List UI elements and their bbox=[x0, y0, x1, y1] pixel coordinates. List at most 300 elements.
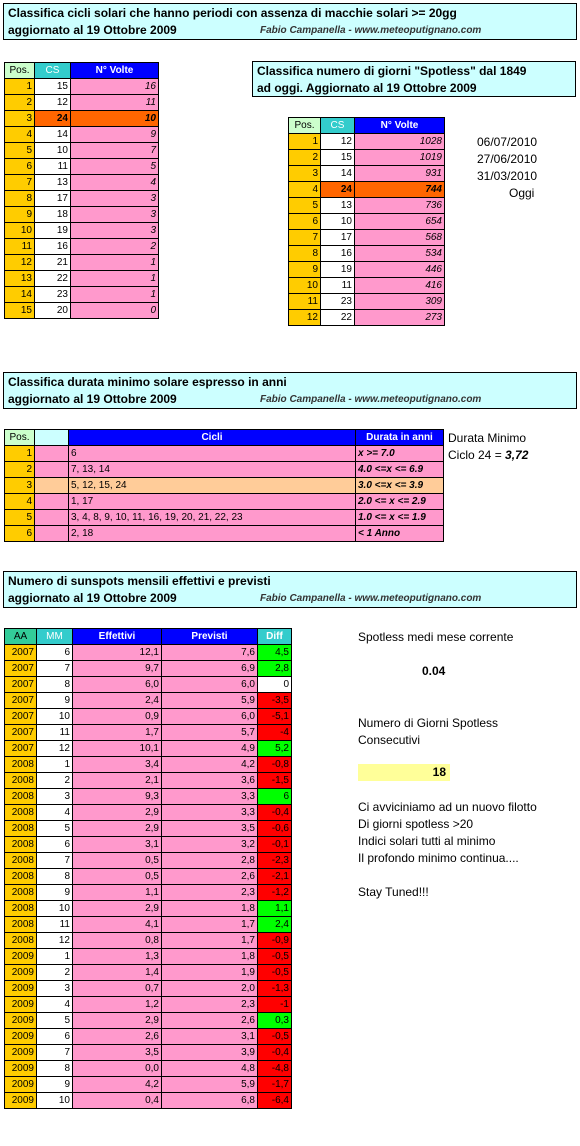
month-cell: 3 bbox=[37, 789, 73, 805]
cycle-cell: 15 bbox=[35, 79, 71, 95]
forecast-cell: 4,2 bbox=[162, 757, 258, 773]
days-cell: 931 bbox=[355, 166, 445, 182]
col-header-volte: N° Volte bbox=[71, 63, 159, 79]
actual-cell: 4,2 bbox=[73, 1077, 162, 1093]
count-cell: 7 bbox=[71, 143, 159, 159]
month-cell: 8 bbox=[37, 869, 73, 885]
diff-cell: -0,4 bbox=[258, 805, 292, 821]
section2-banner bbox=[252, 61, 576, 97]
col-header-diff: Diff bbox=[258, 629, 292, 645]
forecast-cell: 1,7 bbox=[162, 917, 258, 933]
month-cell: 12 bbox=[37, 741, 73, 757]
pos-cell: 4 bbox=[5, 127, 35, 143]
year-cell: 2009 bbox=[5, 1061, 37, 1077]
section1-banner bbox=[3, 3, 577, 40]
days-cell: 568 bbox=[355, 230, 445, 246]
pos-cell: 3 bbox=[289, 166, 321, 182]
actual-cell: 2,9 bbox=[73, 901, 162, 917]
table-row bbox=[5, 1061, 292, 1077]
pos-cell: 6 bbox=[5, 526, 35, 542]
count-cell: 3 bbox=[71, 191, 159, 207]
forecast-cell: 6,8 bbox=[162, 1093, 258, 1109]
year-cell: 2007 bbox=[5, 645, 37, 661]
actual-cell: 1,2 bbox=[73, 997, 162, 1013]
count-cell: 10 bbox=[71, 111, 159, 127]
actual-cell: 2,9 bbox=[73, 805, 162, 821]
actual-cell: 3,4 bbox=[73, 757, 162, 773]
forecast-cell: 6,9 bbox=[162, 661, 258, 677]
days-cell: 736 bbox=[355, 198, 445, 214]
days-cell: 744 bbox=[355, 182, 445, 198]
actual-cell: 2,9 bbox=[73, 821, 162, 837]
record-date: 31/03/2010 bbox=[477, 169, 538, 183]
pos-cell: 8 bbox=[5, 191, 35, 207]
table-row bbox=[289, 294, 445, 310]
forecast-cell: 4,8 bbox=[162, 1061, 258, 1077]
forecast-cell: 6,0 bbox=[162, 677, 258, 693]
table-row bbox=[5, 287, 159, 303]
year-cell: 2008 bbox=[5, 805, 37, 821]
cycle-cell: 12 bbox=[321, 134, 355, 150]
count-cell: 3 bbox=[71, 223, 159, 239]
closing-text: Stay Tuned!!! bbox=[358, 885, 429, 899]
table-row bbox=[289, 310, 445, 326]
year-cell: 2007 bbox=[5, 661, 37, 677]
table-row bbox=[5, 1077, 292, 1093]
cycle-cell: 13 bbox=[321, 198, 355, 214]
table-row bbox=[5, 789, 292, 805]
cycles-cell: 7, 13, 14 bbox=[69, 462, 356, 478]
month-cell: 10 bbox=[37, 1093, 73, 1109]
col-header-previsti: Previsti bbox=[162, 629, 258, 645]
consecutive-value: 18 bbox=[432, 765, 446, 779]
pos-cell: 13 bbox=[5, 271, 35, 287]
count-cell: 3 bbox=[71, 207, 159, 223]
cycle-cell: 16 bbox=[35, 239, 71, 255]
month-cell: 5 bbox=[37, 821, 73, 837]
cycle-cell: 19 bbox=[35, 223, 71, 239]
pos-cell: 14 bbox=[5, 287, 35, 303]
actual-cell: 0,8 bbox=[73, 933, 162, 949]
blank-cell bbox=[35, 510, 69, 526]
table-row bbox=[5, 981, 292, 997]
forecast-cell: 3,5 bbox=[162, 821, 258, 837]
month-cell: 6 bbox=[37, 645, 73, 661]
table-row bbox=[5, 462, 444, 478]
spotless-monthly-value: 0.04 bbox=[422, 664, 446, 678]
section2-subtitle: ad oggi. Aggiornato al 19 Ottobre 2009 bbox=[257, 81, 477, 95]
month-cell: 1 bbox=[37, 949, 73, 965]
table-row bbox=[5, 303, 159, 319]
cycle-cell: 15 bbox=[321, 150, 355, 166]
count-cell: 4 bbox=[71, 175, 159, 191]
col-header-effettivi: Effettivi bbox=[73, 629, 162, 645]
days-cell: 309 bbox=[355, 294, 445, 310]
section4-banner bbox=[3, 571, 577, 608]
forecast-cell: 1,8 bbox=[162, 949, 258, 965]
year-cell: 2007 bbox=[5, 693, 37, 709]
table-row bbox=[289, 150, 445, 166]
table-row bbox=[5, 821, 292, 837]
section1-subtitle: aggiornato al 19 Ottobre 2009 bbox=[8, 23, 177, 37]
diff-cell: -0,1 bbox=[258, 837, 292, 853]
pos-cell: 7 bbox=[5, 175, 35, 191]
year-cell: 2009 bbox=[5, 965, 37, 981]
table-row bbox=[5, 645, 292, 661]
forecast-cell: 2,8 bbox=[162, 853, 258, 869]
table-row bbox=[5, 478, 444, 494]
note-line-4: Il profondo minimo continua.... bbox=[358, 851, 519, 865]
table-row bbox=[5, 709, 292, 725]
consecutive-value-box bbox=[358, 764, 450, 781]
month-cell: 7 bbox=[37, 1045, 73, 1061]
month-cell: 4 bbox=[37, 997, 73, 1013]
diff-cell: -1,3 bbox=[258, 981, 292, 997]
cycle-cell: 16 bbox=[321, 246, 355, 262]
actual-cell: 2,4 bbox=[73, 693, 162, 709]
pos-cell: 2 bbox=[5, 95, 35, 111]
actual-cell: 2,1 bbox=[73, 773, 162, 789]
table-header-row bbox=[289, 118, 445, 134]
cycles-cell: 5, 12, 15, 24 bbox=[69, 478, 356, 494]
consecutive-label-line1: Numero di Giorni Spotless bbox=[358, 716, 499, 730]
actual-cell: 1,3 bbox=[73, 949, 162, 965]
col-header-aa: AA bbox=[5, 629, 37, 645]
table-row bbox=[5, 271, 159, 287]
diff-cell: -0,5 bbox=[258, 965, 292, 981]
table-row bbox=[5, 223, 159, 239]
pos-cell: 8 bbox=[289, 246, 321, 262]
table-row bbox=[5, 933, 292, 949]
pos-cell: 11 bbox=[289, 294, 321, 310]
table-row bbox=[5, 997, 292, 1013]
table-row bbox=[5, 965, 292, 981]
pos-cell: 3 bbox=[5, 111, 35, 127]
table-row bbox=[5, 95, 159, 111]
section3-banner bbox=[3, 372, 577, 409]
pos-cell: 10 bbox=[289, 278, 321, 294]
actual-cell: 6,0 bbox=[73, 677, 162, 693]
count-cell: 5 bbox=[71, 159, 159, 175]
month-cell: 10 bbox=[37, 709, 73, 725]
section4-byline: Fabio Campanella - www.meteoputignano.com bbox=[260, 593, 482, 604]
diff-cell: 0,3 bbox=[258, 1013, 292, 1029]
month-cell: 7 bbox=[37, 853, 73, 869]
pos-cell: 11 bbox=[5, 239, 35, 255]
table-row bbox=[289, 166, 445, 182]
record-date: Oggi bbox=[509, 186, 535, 200]
table-row bbox=[5, 757, 292, 773]
actual-cell: 0,5 bbox=[73, 853, 162, 869]
table-row bbox=[5, 773, 292, 789]
month-cell: 8 bbox=[37, 1061, 73, 1077]
cycle-cell: 17 bbox=[35, 191, 71, 207]
cycle-cell: 21 bbox=[35, 255, 71, 271]
table-row bbox=[5, 725, 292, 741]
note-line-3: Indici solari tutti al minimo bbox=[358, 834, 496, 848]
days-cell: 446 bbox=[355, 262, 445, 278]
year-cell: 2008 bbox=[5, 869, 37, 885]
table-row bbox=[5, 1013, 292, 1029]
cycles-cell: 3, 4, 8, 9, 10, 11, 16, 19, 20, 21, 22, 23 bbox=[69, 510, 356, 526]
forecast-cell: 3,9 bbox=[162, 1045, 258, 1061]
year-cell: 2008 bbox=[5, 901, 37, 917]
days-cell: 1028 bbox=[355, 134, 445, 150]
year-cell: 2007 bbox=[5, 709, 37, 725]
record-date: 06/07/2010 bbox=[477, 135, 538, 149]
forecast-cell: 5,7 bbox=[162, 725, 258, 741]
diff-cell: -0,4 bbox=[258, 1045, 292, 1061]
month-cell: 11 bbox=[37, 725, 73, 741]
table-row bbox=[5, 741, 292, 757]
cycle-cell: 11 bbox=[321, 278, 355, 294]
cycle-cell: 14 bbox=[35, 127, 71, 143]
year-cell: 2007 bbox=[5, 741, 37, 757]
col-header-pos: Pos. bbox=[5, 430, 35, 446]
actual-cell: 0,0 bbox=[73, 1061, 162, 1077]
diff-cell: -1 bbox=[258, 997, 292, 1013]
diff-cell: 0 bbox=[258, 677, 292, 693]
table-header-row bbox=[5, 629, 292, 645]
cycle-cell: 23 bbox=[35, 287, 71, 303]
pos-cell: 10 bbox=[5, 223, 35, 239]
forecast-cell: 3,2 bbox=[162, 837, 258, 853]
section1-title: Classifica cicli solari che hanno periodi con assenza di macchie solari >= 20gg bbox=[8, 6, 457, 20]
diff-cell: 5,2 bbox=[258, 741, 292, 757]
cycle-cell: 12 bbox=[35, 95, 71, 111]
table-row bbox=[5, 1093, 292, 1109]
section3-title: Classifica durata minimo solare espresso in anni bbox=[8, 375, 287, 389]
days-cell: 654 bbox=[355, 214, 445, 230]
section4-subtitle: aggiornato al 19 Ottobre 2009 bbox=[8, 591, 177, 605]
cycle24-value: 3,72 bbox=[505, 448, 529, 462]
spotless-monthly-label: Spotless medi mese corrente bbox=[358, 630, 514, 644]
diff-cell: -5,1 bbox=[258, 709, 292, 725]
table-row bbox=[5, 159, 159, 175]
table-row bbox=[5, 917, 292, 933]
pos-cell: 12 bbox=[5, 255, 35, 271]
section3-byline: Fabio Campanella - www.meteoputignano.com bbox=[260, 394, 482, 405]
pos-cell: 2 bbox=[289, 150, 321, 166]
duration-cell: 4.0 <=x <= 6.9 bbox=[356, 462, 444, 478]
year-cell: 2008 bbox=[5, 933, 37, 949]
diff-cell: -2,1 bbox=[258, 869, 292, 885]
year-cell: 2008 bbox=[5, 853, 37, 869]
pos-cell: 1 bbox=[289, 134, 321, 150]
diff-cell: -0,6 bbox=[258, 821, 292, 837]
pos-cell: 5 bbox=[5, 510, 35, 526]
cycle-cell: 17 bbox=[321, 230, 355, 246]
diff-cell: 1,1 bbox=[258, 901, 292, 917]
days-cell: 273 bbox=[355, 310, 445, 326]
table-row bbox=[289, 198, 445, 214]
actual-cell: 0,4 bbox=[73, 1093, 162, 1109]
table-row bbox=[5, 853, 292, 869]
spotless-days-table bbox=[288, 117, 445, 326]
cycle-cell: 24 bbox=[35, 111, 71, 127]
actual-cell: 9,3 bbox=[73, 789, 162, 805]
col-header-cs: CS bbox=[321, 118, 355, 134]
month-cell: 2 bbox=[37, 773, 73, 789]
table-row bbox=[5, 677, 292, 693]
duration-cell: 3.0 <=x <= 3.9 bbox=[356, 478, 444, 494]
cycle-cell: 19 bbox=[321, 262, 355, 278]
actual-cell: 2,6 bbox=[73, 1029, 162, 1045]
forecast-cell: 2,3 bbox=[162, 885, 258, 901]
actual-cell: 1,7 bbox=[73, 725, 162, 741]
year-cell: 2008 bbox=[5, 885, 37, 901]
month-cell: 6 bbox=[37, 837, 73, 853]
count-cell: 9 bbox=[71, 127, 159, 143]
pos-cell: 4 bbox=[5, 494, 35, 510]
minimum-duration-table bbox=[4, 429, 444, 542]
days-cell: 416 bbox=[355, 278, 445, 294]
table-row bbox=[5, 693, 292, 709]
col-header-volte: N° Volte bbox=[355, 118, 445, 134]
diff-cell: 6 bbox=[258, 789, 292, 805]
pos-cell: 9 bbox=[5, 207, 35, 223]
cycle-cell: 23 bbox=[321, 294, 355, 310]
diff-cell: -2,3 bbox=[258, 853, 292, 869]
table-row bbox=[5, 79, 159, 95]
pos-cell: 6 bbox=[289, 214, 321, 230]
year-cell: 2008 bbox=[5, 773, 37, 789]
month-cell: 12 bbox=[37, 933, 73, 949]
forecast-cell: 3,1 bbox=[162, 1029, 258, 1045]
year-cell: 2009 bbox=[5, 1077, 37, 1093]
month-cell: 2 bbox=[37, 965, 73, 981]
pos-cell: 4 bbox=[289, 182, 321, 198]
year-cell: 2009 bbox=[5, 949, 37, 965]
pos-cell: 7 bbox=[289, 230, 321, 246]
section4-title: Numero di sunspots mensili effettivi e previsti bbox=[8, 574, 271, 588]
blank-cell bbox=[35, 462, 69, 478]
year-cell: 2008 bbox=[5, 757, 37, 773]
duration-cell: 1.0 <= x <= 1.9 bbox=[356, 510, 444, 526]
cycle-cell: 14 bbox=[321, 166, 355, 182]
table-row bbox=[5, 901, 292, 917]
month-cell: 11 bbox=[37, 917, 73, 933]
forecast-cell: 5,9 bbox=[162, 1077, 258, 1093]
cycle-cell: 10 bbox=[35, 143, 71, 159]
forecast-cell: 1,9 bbox=[162, 965, 258, 981]
forecast-cell: 3,6 bbox=[162, 773, 258, 789]
actual-cell: 0,9 bbox=[73, 709, 162, 725]
table-row bbox=[5, 191, 159, 207]
year-cell: 2009 bbox=[5, 1013, 37, 1029]
table-row bbox=[5, 207, 159, 223]
monthly-sunspots-table bbox=[4, 628, 292, 1109]
forecast-cell: 4,9 bbox=[162, 741, 258, 757]
cycle24-duration bbox=[448, 448, 528, 462]
year-cell: 2009 bbox=[5, 997, 37, 1013]
count-cell: 1 bbox=[71, 287, 159, 303]
col-header-mm: MM bbox=[37, 629, 73, 645]
cycle-cell: 18 bbox=[35, 207, 71, 223]
actual-cell: 0,5 bbox=[73, 869, 162, 885]
pos-cell: 3 bbox=[5, 478, 35, 494]
blank-cell bbox=[35, 446, 69, 462]
col-header-pos: Pos. bbox=[289, 118, 321, 134]
month-cell: 10 bbox=[37, 901, 73, 917]
forecast-cell: 1,8 bbox=[162, 901, 258, 917]
table-row bbox=[5, 255, 159, 271]
table-row bbox=[5, 494, 444, 510]
duration-side-label: Durata Minimo bbox=[448, 431, 527, 445]
count-cell: 1 bbox=[71, 255, 159, 271]
duration-cell: 2.0 <= x <= 2.9 bbox=[356, 494, 444, 510]
pos-cell: 5 bbox=[289, 198, 321, 214]
year-cell: 2008 bbox=[5, 789, 37, 805]
month-cell: 8 bbox=[37, 677, 73, 693]
year-cell: 2007 bbox=[5, 677, 37, 693]
pos-cell: 2 bbox=[5, 462, 35, 478]
pos-cell: 1 bbox=[5, 446, 35, 462]
diff-cell: -3,5 bbox=[258, 693, 292, 709]
spotless-periods-table bbox=[4, 62, 159, 319]
month-cell: 1 bbox=[37, 757, 73, 773]
diff-cell: -6,4 bbox=[258, 1093, 292, 1109]
diff-cell: -0,5 bbox=[258, 1029, 292, 1045]
forecast-cell: 3,3 bbox=[162, 789, 258, 805]
days-cell: 1019 bbox=[355, 150, 445, 166]
note-line-2: Di giorni spotless >20 bbox=[358, 817, 474, 831]
diff-cell: -4,8 bbox=[258, 1061, 292, 1077]
diff-cell: -4 bbox=[258, 725, 292, 741]
actual-cell: 3,5 bbox=[73, 1045, 162, 1061]
table-row bbox=[5, 446, 444, 462]
cycle-cell: 10 bbox=[321, 214, 355, 230]
count-cell: 16 bbox=[71, 79, 159, 95]
month-cell: 5 bbox=[37, 1013, 73, 1029]
cycle-cell: 22 bbox=[35, 271, 71, 287]
forecast-cell: 7,6 bbox=[162, 645, 258, 661]
diff-cell: -0,8 bbox=[258, 757, 292, 773]
diff-cell: -1,2 bbox=[258, 885, 292, 901]
blank-cell bbox=[35, 494, 69, 510]
count-cell: 2 bbox=[71, 239, 159, 255]
table-row bbox=[289, 134, 445, 150]
section1-byline: Fabio Campanella - www.meteoputignano.com bbox=[260, 25, 482, 36]
table-row bbox=[5, 661, 292, 677]
table-row bbox=[5, 127, 159, 143]
col-header-cs: CS bbox=[35, 63, 71, 79]
cycles-cell: 2, 18 bbox=[69, 526, 356, 542]
month-cell: 4 bbox=[37, 805, 73, 821]
table-row bbox=[5, 949, 292, 965]
days-cell: 534 bbox=[355, 246, 445, 262]
count-cell: 0 bbox=[71, 303, 159, 319]
cycle-cell: 22 bbox=[321, 310, 355, 326]
consecutive-label-line2: Consecutivi bbox=[358, 733, 421, 747]
year-cell: 2009 bbox=[5, 1093, 37, 1109]
year-cell: 2009 bbox=[5, 1029, 37, 1045]
pos-cell: 12 bbox=[289, 310, 321, 326]
table-row bbox=[5, 143, 159, 159]
forecast-cell: 2,0 bbox=[162, 981, 258, 997]
cycles-cell: 1, 17 bbox=[69, 494, 356, 510]
actual-cell: 3,1 bbox=[73, 837, 162, 853]
col-header-pos: Pos. bbox=[5, 63, 35, 79]
table-row bbox=[5, 1045, 292, 1061]
cycle-cell: 13 bbox=[35, 175, 71, 191]
cycle24-label: Ciclo 24 = bbox=[448, 448, 502, 462]
pos-cell: 6 bbox=[5, 159, 35, 175]
year-cell: 2007 bbox=[5, 725, 37, 741]
actual-cell: 4,1 bbox=[73, 917, 162, 933]
diff-cell: -0,9 bbox=[258, 933, 292, 949]
forecast-cell: 6,0 bbox=[162, 709, 258, 725]
